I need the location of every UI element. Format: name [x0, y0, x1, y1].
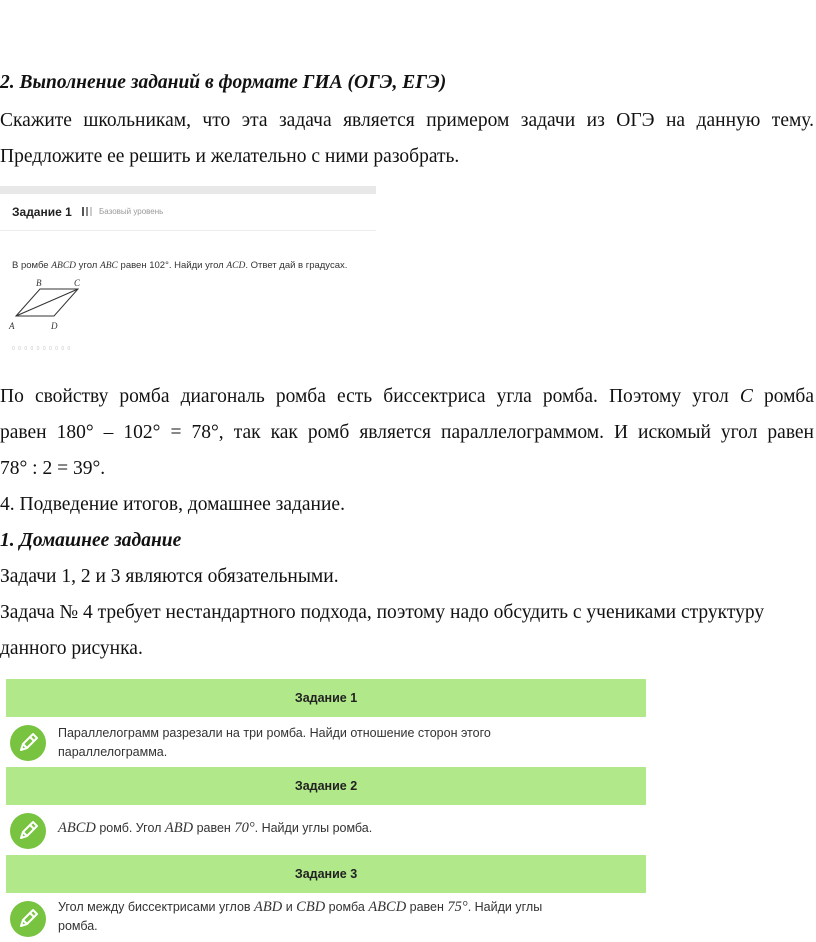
homework-heading: 1. Домашнее задание — [0, 530, 182, 551]
task-statement: В ромбе ABCD угол ABC равен 102°. Найди угол ACD. Ответ дай в градусах. — [12, 260, 348, 271]
task-2-header: Задание 2 — [6, 767, 646, 805]
rhombus-figure — [8, 278, 88, 336]
vertex-label-c: C — [74, 278, 81, 288]
level-bars-icon — [82, 207, 94, 216]
task-1-row — [6, 717, 646, 767]
homework-line-1: Задачи 1, 2 и 3 являются обязательными. — [0, 566, 339, 587]
vertex-label-d: D — [51, 321, 58, 331]
intro-line-2: Предложите ее решить и желательно с ними разобрать. — [0, 146, 460, 167]
task-level: Базовый уровень — [99, 207, 164, 216]
vertex-label-b: B — [36, 278, 42, 288]
screenshot-footer-code: 0 0 0 0 0 0 0 0 0 0 — [12, 346, 72, 352]
solution-line-1: По свойству ромба диагональ ромба есть биссектриса угла ромба. Поэтому угол C ромба — [0, 386, 815, 407]
screenshot-divider — [0, 230, 376, 231]
vertex-label-a: A — [9, 321, 15, 331]
task-title: Задание 1 — [12, 205, 72, 219]
pencil-icon — [10, 725, 46, 761]
summary-line: 4. Подведение итогов, домашнее задание. — [0, 494, 345, 515]
section-heading: 2. Выполнение заданий в формате ГИА (ОГЭ, ЕГЭ) — [0, 72, 447, 93]
solution-line-3: 78° : 2 = 39°. — [0, 458, 106, 479]
task-screenshot — [0, 186, 376, 362]
homework-line-2: Задача № 4 требует нестандартного подхода, поэтому надо обсудить с учениками структуру — [0, 602, 765, 623]
task-1-text: Параллелограмм разрезали на три ромба. Найди отношение сторон этого параллелограмма. — [58, 726, 491, 759]
task-3-header: Задание 3 — [6, 855, 646, 893]
pencil-icon — [10, 901, 46, 937]
intro-line-1: Скажите школьникам, что эта задача является примером задачи из ОГЭ на данную тему. — [0, 110, 814, 131]
task-3-text: Угол между биссектрисами углов ABD и CBD ромба ABCD равен 75°. Найди углы ромба. — [58, 899, 543, 933]
task-3-row — [6, 893, 646, 942]
task-2-text: ABCD ромб. Угол ABD равен 70°. Найди углы ромба. — [58, 820, 373, 836]
solution-line-2: равен 180° – 102° = 78°, так как ромб является параллелограммом. И искомый угол равен — [0, 422, 814, 443]
pencil-icon — [10, 813, 46, 849]
homework-line-3: данного рисунка. — [0, 638, 143, 659]
task-1-header: Задание 1 — [6, 679, 646, 717]
task-2-row — [6, 805, 646, 855]
screenshot-top-bar — [0, 186, 376, 194]
